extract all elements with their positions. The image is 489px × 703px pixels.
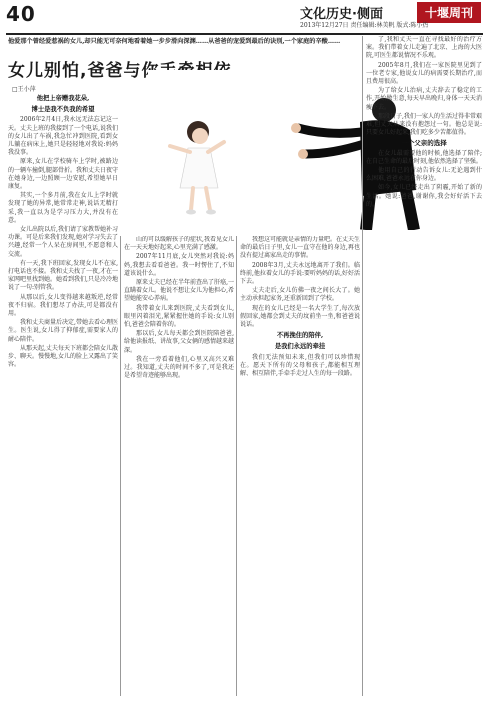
paragraph: 他用自己的行动告诉女儿:无论遇到什么困难,爸爸永远在你身边。: [366, 167, 482, 183]
paragraph: 2008年3月,丈夫永远地离开了我们。临终前,他拉着女儿的手说:要听妈妈的话,好好活下去。: [240, 261, 360, 286]
header-rule: [6, 33, 483, 35]
brand-badge: 十堰周刊: [417, 2, 481, 23]
paragraph: 我想这可能就是亲情的力量吧。在丈夫生命的最后日子里,女儿一直守在他的身边,再也没有提过离家出走的事情。: [240, 236, 360, 260]
paragraph: 我们无法预知未来,但我们可以珍惜现在。愿天下所有的父母和孩子,都能相互理解、相互陪伴,手牵手走过人生的每一段路。: [240, 353, 360, 378]
paragraph: 有一天,我下班回家,发现女儿不在家,打电话也不接。我和丈夫找了一夜,才在一家网吧里找到她。她看到我们,只是冷冷地说了一句:别管我。: [8, 259, 118, 292]
paragraph: 2006年2月4日,我永远无法忘记这一天。丈夫上班的我接到了一个电话,说我们的女儿出了车祸,我急忙冲到医院,看到女儿躺在病床上,她只是轻轻地对我说:妈妈我没事。: [8, 116, 118, 157]
column-divider: [120, 236, 121, 696]
issue-meta: 2013年12月27日 责任编辑:林美帆 版式:陈小热: [300, 22, 429, 29]
paragraph: 那以后,女儿每天都会到医院陪爸爸,给他读报纸、讲故事,父女俩的感情越来越深。: [124, 330, 234, 354]
page-number: 40: [6, 2, 36, 26]
paragraph: 2007年11月底,女儿突然对我说:妈妈,我想去看看爸爸。我一时愣住了,不知道该说什么。: [124, 253, 234, 277]
paragraph: 从那以后,女儿变得越来越叛逆,经常夜不归宿。我们想尽了办法,可是都没有用。: [8, 293, 118, 318]
paragraph: 我带着女儿来到医院,丈夫看到女儿,眼里闪着泪光,紧紧握住她的手说:女儿别怕,爸爸会陪着你的。: [124, 304, 234, 329]
byline: □王小萍: [12, 86, 36, 93]
paragraph: 原来丈夫已经在半年前查出了肝癌,一直瞒着女儿。他说不想让女儿为他担心,希望她能安心养病。: [124, 279, 234, 303]
subheading: 他把上帝赠我花朵,: [36, 95, 90, 102]
column-divider: [236, 236, 237, 696]
subheading: 不再挽住的陪伴,: [276, 332, 324, 340]
article-headline: 女儿别怕,爸爸与你手牵相依: [8, 61, 232, 81]
paragraph: 从那天起,丈夫每天下班都会陪女儿散步、聊天。慢慢地,女儿的脸上又露出了笑容。: [8, 344, 118, 369]
paragraph: 女儿出院以后,我们请了家教帮她补习功课。可是后来我们发现,她对学习失去了兴趣,经常一个人呆在房间里,不愿意和人交流。: [8, 226, 118, 258]
article-column-4: [366, 36, 482, 697]
subheading: 博士是我不负我的希望: [31, 106, 95, 114]
paragraph: 如今,女儿已经走出了阴霾,开始了新的生活。她说:爸爸,谢谢你,我会好好活下去的。: [366, 184, 482, 208]
page-header: [0, 0, 489, 34]
lede-text: 他爱那个曾经爱惹祸的女儿,却只能无可奈何地看着她一步步滑向深渊……从爸爸的宠爱到最后的诀别,一个家庭的辛酸……: [8, 38, 341, 45]
section-title: 文化历史·侧面: [300, 7, 383, 22]
girl-figure: [170, 121, 224, 215]
column-divider: [362, 36, 363, 696]
paragraph: 其实,一个多月前,我在女儿上学时就发现了她的异常,她常常走神,说话无精打采,我一直以为是学习压力大,并没有在意。: [8, 192, 118, 224]
paragraph: 我和丈夫商量后决定,带她去看心理医生。医生说,女儿得了抑郁症,需要家人的耐心陪伴。: [8, 319, 118, 343]
paragraph: 现在的女儿已经是一名大学生了,每次放假回家,她都会到丈夫的坟前坐一坐,和爸爸说说话。: [240, 304, 360, 329]
paragraph: 为了给女儿治病,丈夫辞去了稳定的工作,开始做生意,每天早出晚归,身体一天天消瘦下去。: [366, 87, 482, 111]
paragraph: 在女儿最需要他的时候,他选择了陪伴;在自己生命的最后时刻,他依然选择了坚强。: [366, 149, 482, 165]
article-column-3: [240, 236, 360, 697]
paragraph: 那段日子,我们一家人的生活过得非常艰难,但丈夫从来没有抱怨过一句。他总是说:只要女儿好起来,我们吃多少苦都值得。: [366, 112, 482, 137]
paragraph: 丈夫走后,女儿仿佛一夜之间长大了。她主动承担起家务,还重新回到了学校。: [240, 287, 360, 303]
paragraph: 了,我和丈夫一直在寻找最好的治疗方案。我们带着女儿走遍了北京、上海的大医院,可医生都说情况不乐观。: [366, 36, 482, 60]
sidebox-title: 一个父亲的选择: [401, 139, 447, 148]
paragraph: 山的可以缓解孩子的症状,我看见女儿在一天天地好起来,心里充满了感激。: [124, 236, 234, 252]
paragraph: 2005年8月,我们在一家医院里见到了一位老专家,他说女儿的病需要长期治疗,而且费用很高。: [366, 61, 482, 86]
article-column-2: [124, 236, 234, 697]
article-column-1: [8, 92, 118, 697]
subheading: 是我们永远的牵挂: [274, 343, 326, 351]
paragraph: 原来,女儿在学校骑车上学时,被路边的一辆车撞倒,腿部骨折。我和丈夫日夜守在她身边,一边照顾一边安慰,希望她早日康复。: [8, 158, 118, 191]
paragraph: 我在一旁看着他们,心里又高兴又难过。我知道,丈夫的时间不多了,可是我还是希望奇迹能够出现。: [124, 355, 234, 380]
